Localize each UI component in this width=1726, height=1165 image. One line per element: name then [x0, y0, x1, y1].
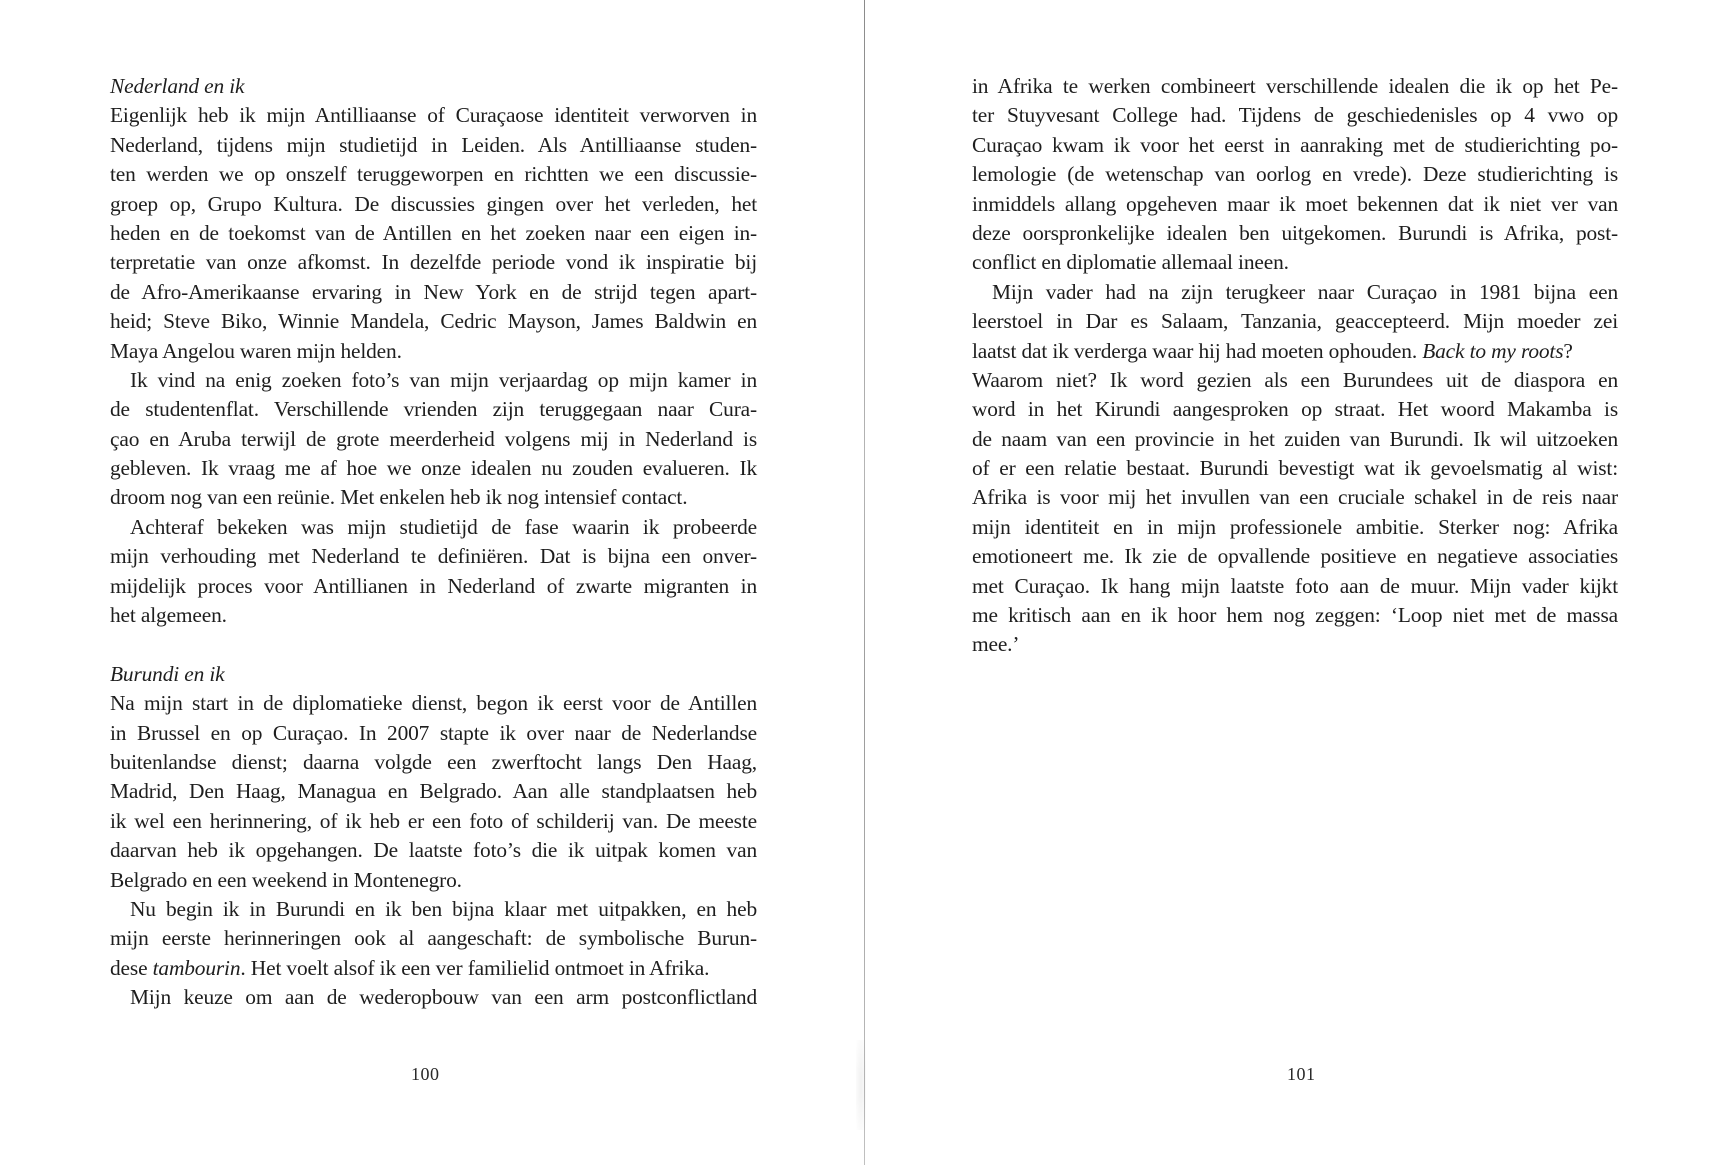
book-gutter-fold — [864, 0, 865, 1165]
text-line: Curaçao kwam ik voor het eerst in aanraking met de studierichting po- — [972, 132, 1618, 157]
text-line: Na mijn start in de diplomatieke dienst, begon ik eerst voor de Antillen — [110, 691, 757, 716]
text-line: buitenlandse dienst; daarna volgde een zwerftocht langs Den Haag, — [110, 749, 757, 774]
text-line: droom nog van een reünie. Met enkelen heb ik nog intensief contact. — [110, 485, 688, 510]
text-line: mee.’ — [972, 632, 1020, 657]
text-line: conflict en diplomatie allemaal ineen. — [972, 250, 1289, 275]
text-fragment: laatst dat ik verderga waar hij had moeten ophouden. — [972, 338, 1423, 363]
paragraph-first-line: Achteraf bekeken was mijn studietijd de fase waarin ik probeerde — [130, 514, 757, 539]
text-line: inmiddels allang opgeheven maar ik moet bekennen dat ik niet ver van — [972, 191, 1618, 216]
right-page-text-column — [972, 72, 1618, 660]
right-page-number: 101 — [1287, 1064, 1316, 1084]
text-fragment: . Het voelt alsof ik een ver familielid ontmoet in Afrika. — [240, 955, 710, 980]
text-line: terpretatie van onze afkomst. In dezelfde periode vond ik inspiratie bij — [110, 250, 757, 275]
text-line: çao en Aruba terwijl de grote meerderheid volgens mij in Nederland is — [110, 426, 757, 451]
text-line: ik wel een herinnering, of ik heb er een foto of schilderij van. De meeste — [110, 808, 757, 833]
text-line: in Afrika te werken combineert verschillende idealen die ik op het Pe- — [972, 74, 1618, 98]
text-line: mijn eerste herinneringen ook al aangeschaft: de symbolische Burun- — [110, 926, 757, 951]
paragraph-first-line: Ik vind na enig zoeken foto’s van mijn verjaardag op mijn kamer in — [130, 367, 757, 392]
italic-phrase: Back to my roots — [1422, 338, 1564, 363]
text-line — [972, 337, 1618, 366]
text-line: Madrid, Den Haag, Managua en Belgrado. Aan alle standplaatsen heb — [110, 779, 757, 804]
text-line: Maya Angelou waren mijn helden. — [110, 338, 402, 363]
left-page-text-column — [110, 72, 757, 1013]
text-line: me kritisch aan en ik hoor hem nog zeggen: ‘Loop niet met de massa — [972, 603, 1618, 628]
left-page-number: 100 — [411, 1064, 440, 1084]
text-line: word in het Kirundi aangesproken op straat. Het woord Makamba is — [972, 397, 1618, 422]
text-line: de studentenflat. Verschillende vrienden zijn teruggegaan naar Cura- — [110, 397, 757, 422]
text-line: het algemeen. — [110, 603, 227, 628]
text-fragment: dese — [110, 955, 153, 980]
text-line — [110, 954, 757, 983]
text-line: heden en de toekomst van de Antillen en het zoeken naar een eigen in- — [110, 220, 757, 245]
text-line: emotioneert me. Ik zie de opvallende positieve en negatieve associaties — [972, 544, 1618, 569]
text-line: de naam van een provincie in het zuiden van Burundi. Ik wil uitzoeken — [972, 426, 1618, 451]
text-line: in Brussel en op Curaçao. In 2007 stapte ik over naar de Nederlandse — [110, 720, 757, 745]
section-heading: Burundi en ik — [110, 661, 225, 686]
text-line: Eigenlijk heb ik mijn Antilliaanse of Curaçaose identiteit verworven in — [110, 103, 757, 128]
text-line: Waarom niet? Ik word gezien als een Burundees uit de diaspora en — [972, 367, 1618, 392]
text-line: leerstoel in Dar es Salaam, Tanzania, geaccepteerd. Mijn moeder zei — [972, 309, 1618, 334]
text-line: daarvan heb ik opgehangen. De laatste foto’s die ik uitpak komen van — [110, 838, 757, 863]
text-line: Afrika is voor mij het invullen van een cruciale schakel in de reis naar — [972, 485, 1618, 510]
italic-phrase: tambourin — [152, 955, 241, 980]
paragraph-first-line: Nu begin ik in Burundi en ik ben bijna klaar met uitpakken, en heb — [130, 896, 757, 921]
text-line: lemologie (de wetenschap van oorlog en vrede). Deze studierichting is — [972, 162, 1618, 187]
text-line: heid; Steve Biko, Winnie Mandela, Cedric Mayson, James Baldwin en — [110, 309, 757, 334]
text-line: ten werden we op onszelf teruggeworpen en richtten we een discussie- — [110, 162, 757, 187]
text-line: mijdelijk proces voor Antillianen in Nederland of zwarte migranten in — [110, 573, 757, 598]
text-line: mijn identiteit en in mijn professionele ambitie. Sterker nog: Afrika — [972, 514, 1618, 539]
text-line: deze oorspronkelijke idealen ben uitgekomen. Burundi is Afrika, post- — [972, 220, 1618, 245]
gutter-shadow — [856, 1040, 866, 1130]
text-fragment: ? — [1563, 338, 1573, 363]
text-line: of er een relatie bestaat. Burundi bevestigt wat ik gevoelsmatig al wist: — [972, 456, 1618, 481]
text-line: mijn verhouding met Nederland te definiëren. Dat is bijna een onver- — [110, 544, 757, 569]
paragraph-first-line: Mijn keuze om aan de wederopbouw van een arm postconflictland — [130, 985, 757, 1010]
text-line: groep op, Grupo Kultura. De discussies gingen over het verleden, het — [110, 191, 757, 216]
text-line: de Afro-Amerikaanse ervaring in New York en de strijd tegen apart- — [110, 279, 757, 304]
text-line: gebleven. Ik vraag me af hoe we onze idealen nu zouden evalueren. Ik — [110, 456, 757, 481]
text-line: Belgrado en een weekend in Montenegro. — [110, 867, 462, 892]
text-line: met Curaçao. Ik hang mijn laatste foto aan de muur. Mijn vader kijkt — [972, 573, 1618, 598]
section-heading: Nederland en ik — [110, 74, 245, 98]
paragraph-first-line: Mijn vader had na zijn terugkeer naar Curaçao in 1981 bijna een — [992, 279, 1618, 304]
text-line: ter Stuyvesant College had. Tijdens de geschiedenisles op 4 vwo op — [972, 103, 1618, 128]
blank-line — [110, 630, 757, 659]
text-line: Nederland, tijdens mijn studietijd in Leiden. Als Antilliaanse studen- — [110, 132, 757, 157]
right-page — [866, 0, 1726, 1165]
